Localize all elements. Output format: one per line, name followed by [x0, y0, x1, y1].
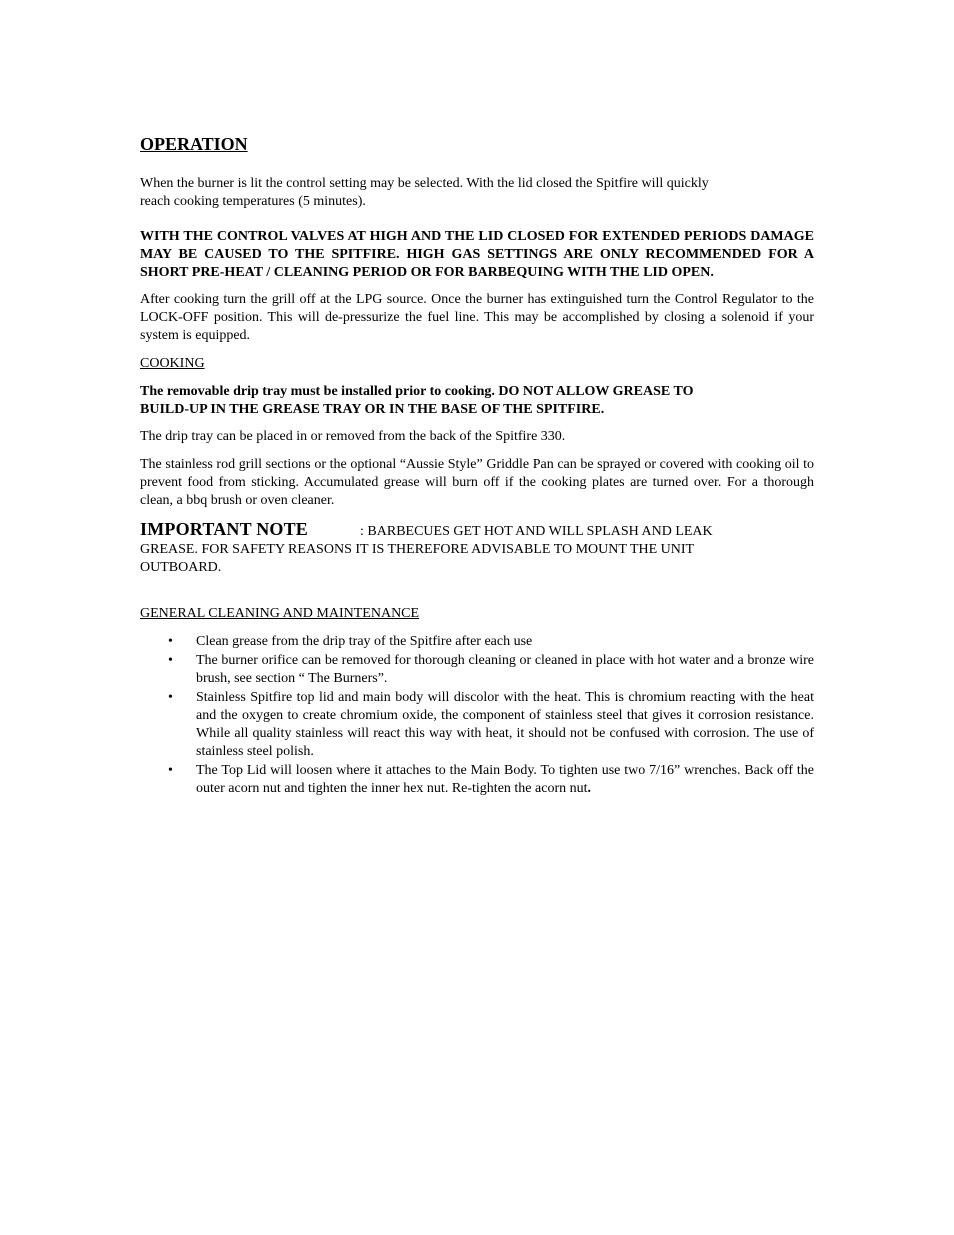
list-item-text: Clean grease from the drip tray of the Spitfire after each use	[196, 634, 533, 649]
maintenance-heading: GENERAL CLEANING AND MAINTENANCE	[140, 606, 420, 621]
drip-tray-paragraph: The drip tray can be placed in or removed from the back of the Spitfire 330.	[140, 429, 566, 444]
important-note-line1: : BARBECUES GET HOT AND WILL SPLASH AND LEAK	[360, 524, 713, 539]
important-note	[140, 520, 814, 577]
operation-intro	[140, 175, 814, 211]
drip-tray-warning-line1: The removable drip tray must be installed prior to cooking. DO NOT ALLOW GREASE TO	[140, 384, 694, 399]
list-item-text: Stainless Spitfire top lid and main body will discolor with the heat. This is chromium reacting with the heat and the oxygen to create chromium oxide, the component of stainless steel that gives it corrosion resistance. While all quality stainless will react this way with heat, it should not be confused with corrosion. The use of stainless steel polish.	[196, 690, 814, 759]
bullet-icon: •	[168, 763, 173, 778]
maintenance-list	[140, 633, 814, 798]
drip-tray-warning	[140, 383, 814, 419]
important-note-line3: OUTBOARD.	[140, 560, 222, 575]
drip-tray-warning-line2: BUILD-UP IN THE GREASE TRAY OR IN THE BASE OF THE SPITFIRE.	[140, 402, 605, 417]
list-item-end-period: .	[587, 781, 591, 796]
important-note-line2: GREASE. FOR SAFETY REASONS IT IS THEREFORE ADVISABLE TO MOUNT THE UNIT	[140, 542, 695, 557]
list-item	[140, 762, 814, 798]
list-item-text: The burner orifice can be removed for thorough cleaning or cleaned in place with hot water and a bronze wire brush, see section “ The Burners”.	[196, 653, 814, 686]
bullet-icon: •	[168, 634, 173, 649]
list-item	[140, 689, 814, 761]
after-cooking-paragraph: After cooking turn the grill off at the LPG source. Once the burner has extinguished turn the Control Regulator to the LOCK-OFF position. This will de-pressurize the fuel line. This may be accomplished by closing a solenoid if your system is equipped.	[140, 292, 814, 343]
operation-intro-line1: When the burner is lit the control setting may be selected. With the lid closed the Spitfire will quickly	[140, 176, 709, 191]
important-note-title: IMPORTANT NOTE	[140, 519, 309, 539]
operation-intro-line2: reach cooking temperatures (5 minutes).	[140, 194, 366, 209]
bullet-icon: •	[168, 653, 173, 668]
high-gas-warning: WITH THE CONTROL VALVES AT HIGH AND THE LID CLOSED FOR EXTENDED PERIODS DAMAGE MAY BE CAUSED TO THE SPITFIRE. HIGH GAS SETTINGS ARE ONLY RECOMMENDED FOR A SHORT PRE-HEAT / CLEANING PERIOD OR FOR BARBEQUING WITH THE LID OPEN.	[140, 229, 814, 280]
cooking-heading: COOKING	[140, 356, 205, 371]
list-item-text: The Top Lid will loosen where it attaches to the Main Body. To tighten use two 7/16” wrenches. Back off the outer acorn nut and tighten the inner hex nut. Re-tighten the acorn nut	[196, 763, 814, 796]
document-page	[140, 133, 814, 799]
operation-heading: OPERATION	[140, 134, 248, 154]
list-item	[140, 633, 814, 651]
bullet-icon: •	[168, 690, 173, 705]
list-item	[140, 652, 814, 688]
grill-sections-paragraph: The stainless rod grill sections or the optional “Aussie Style” Griddle Pan can be sprayed or covered with cooking oil to prevent food from sticking. Accumulated grease will burn off if the cooking plates are turned over. For a thorough clean, a bbq brush or oven cleaner.	[140, 457, 814, 508]
